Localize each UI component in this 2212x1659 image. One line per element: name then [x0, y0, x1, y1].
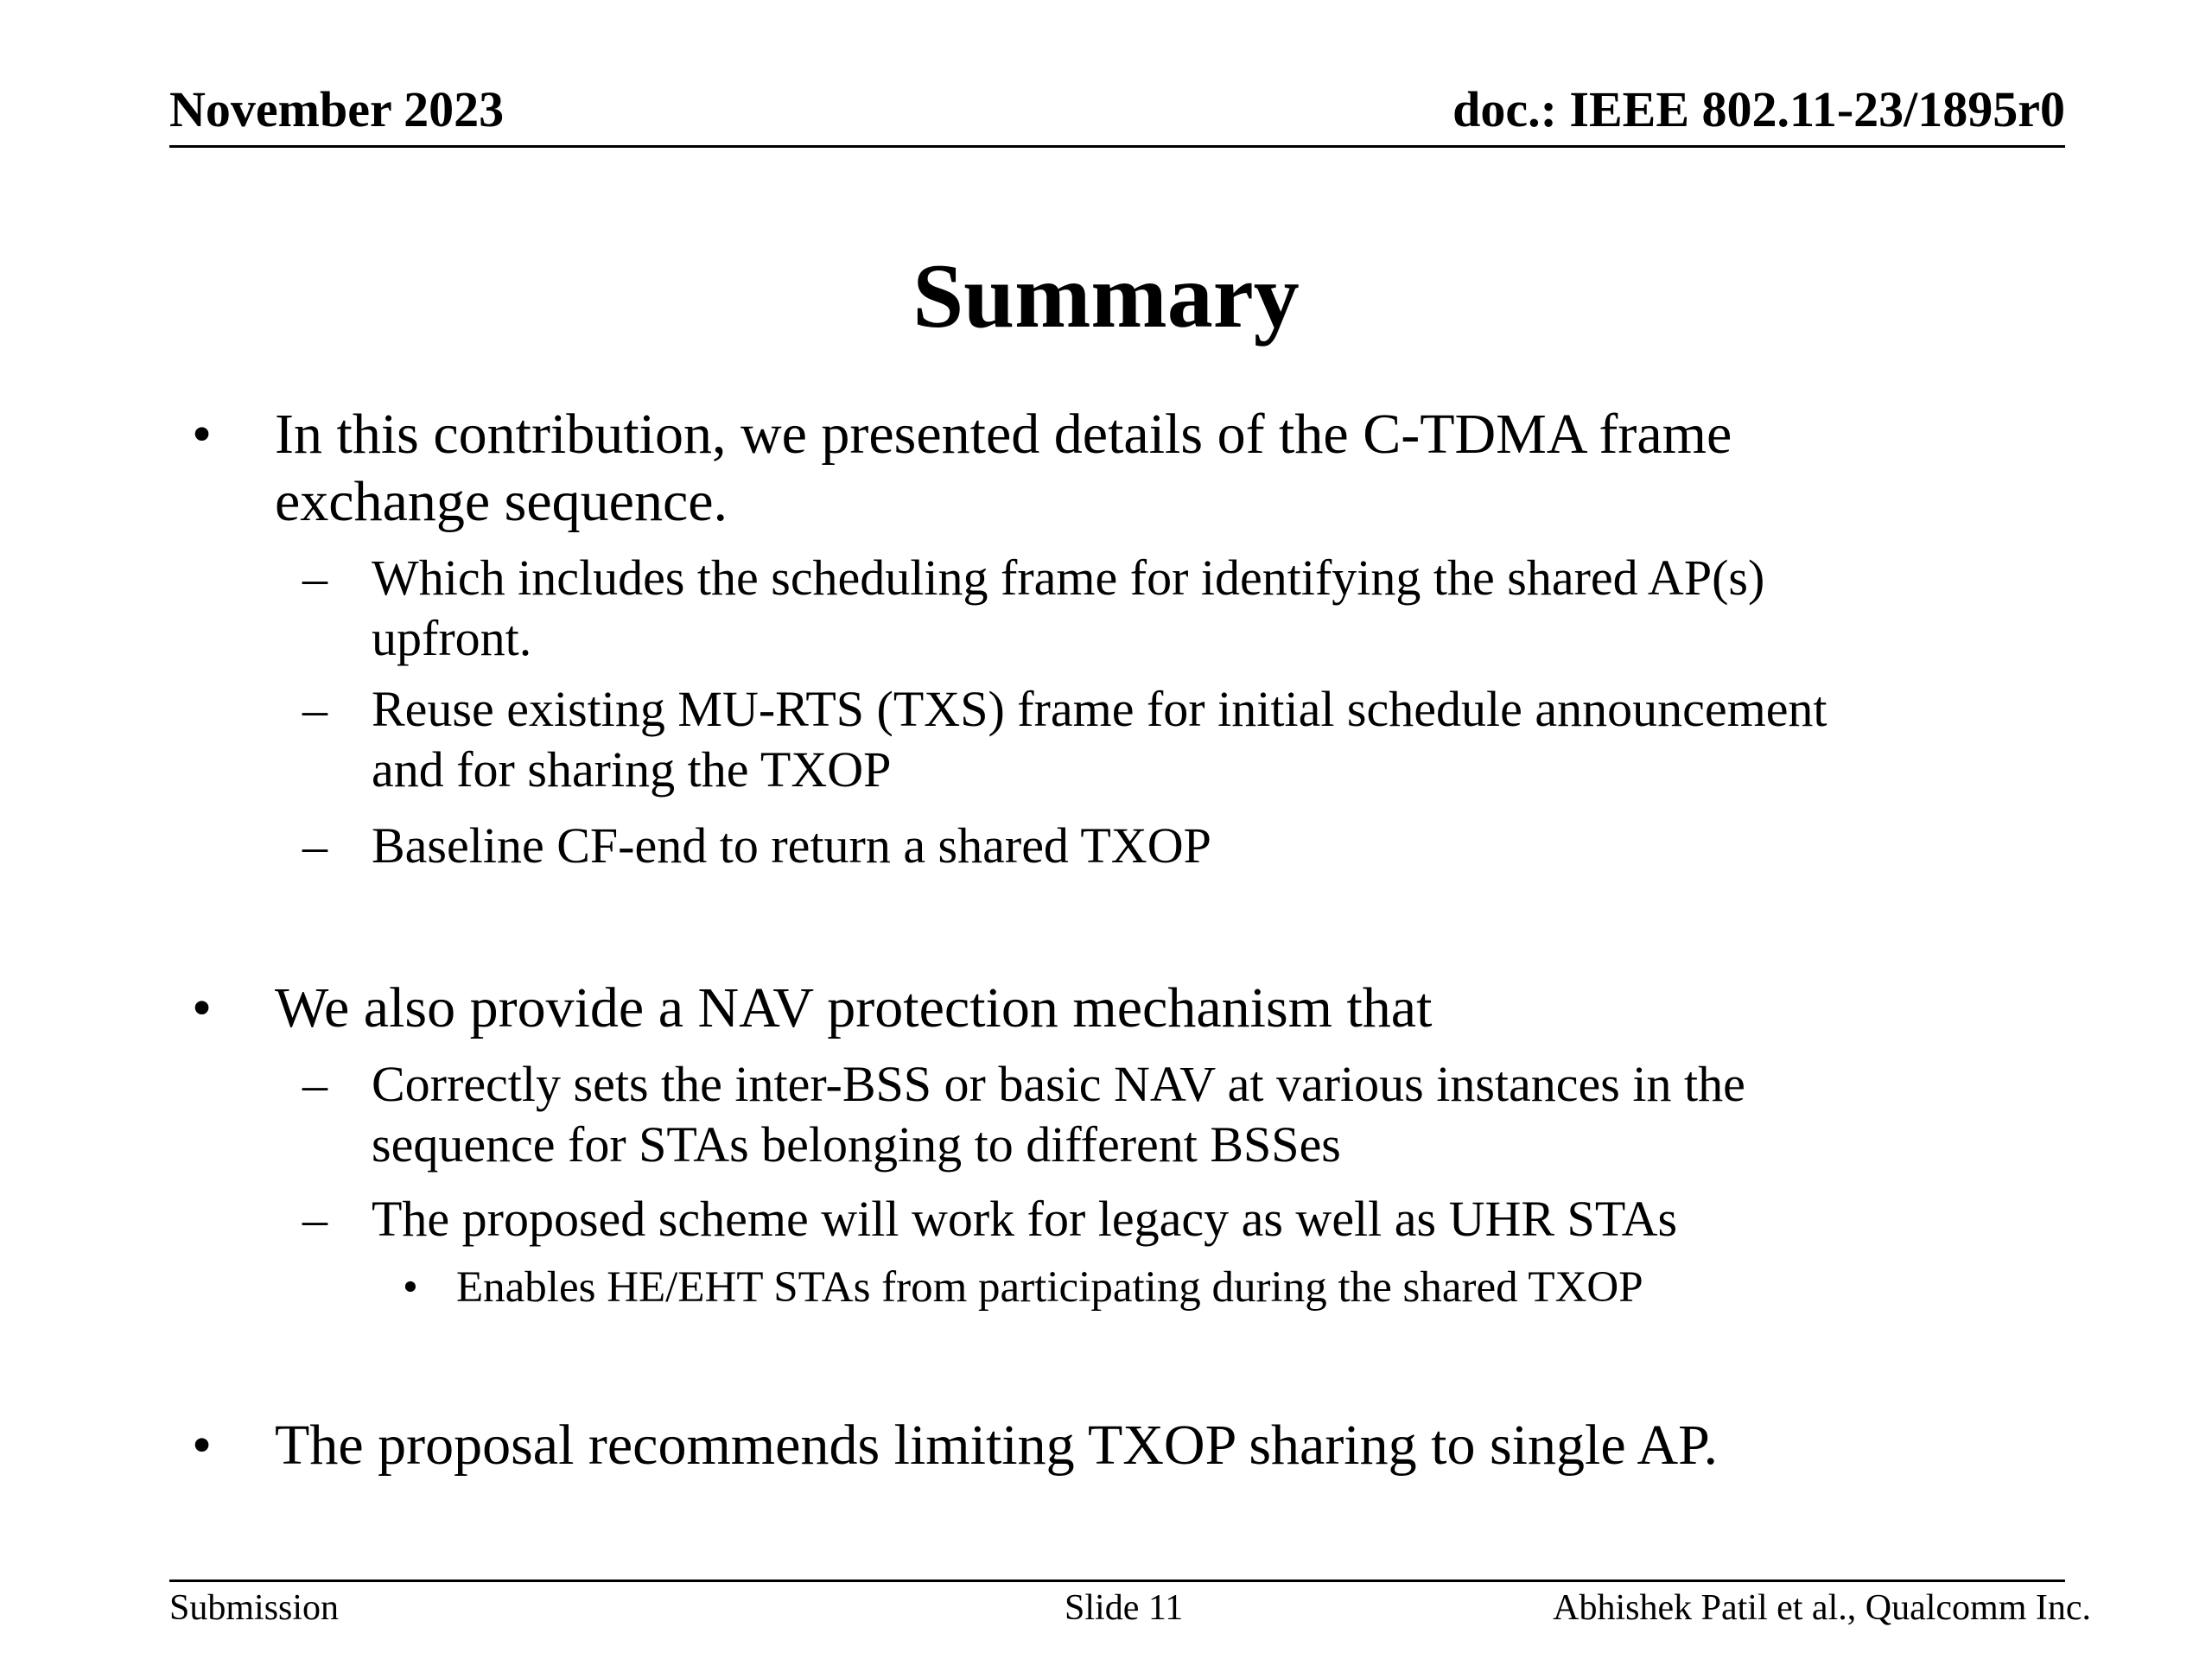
sub-bullet-text-line: and for sharing the TXOP — [372, 741, 892, 798]
sub-bullet-text-line: upfront. — [372, 610, 532, 666]
bullet-marker: • — [192, 976, 213, 1039]
footer-slide-number: Slide 11 — [1065, 1588, 1184, 1628]
sub-bullet-item — [302, 548, 1765, 669]
sub-bullet-item — [302, 816, 1211, 876]
footer-divider — [169, 1580, 2065, 1582]
sub-bullet-text-line: Which includes the scheduling frame for identifying the shared AP(s) — [372, 550, 1765, 606]
bullet-item — [192, 1412, 1719, 1479]
bullet-text-line: exchange sequence. — [275, 470, 728, 533]
dash-marker: – — [302, 1056, 327, 1112]
sub-bullet-text-line: The proposed scheme will work for legacy as well as UHR STAs — [372, 1191, 1678, 1247]
bullet-item — [192, 975, 1433, 1042]
sub-bullet-item — [302, 679, 1827, 800]
sub-bullet-item — [302, 1189, 1678, 1249]
bullet-marker: • — [192, 1414, 213, 1477]
sub-bullet-item — [302, 1054, 1745, 1175]
footer-author: Abhishek Patil et al., Qualcomm Inc. — [1553, 1588, 2091, 1628]
bullet-marker: • — [403, 1263, 418, 1312]
bullet-text-line: In this contribution, we presented details of the C-TDMA frame — [275, 403, 1732, 466]
sub-bullet-text-line: Baseline CF-end to return a shared TXOP — [372, 817, 1211, 874]
sub-bullet-text-line: Correctly sets the inter-BSS or basic NAV at various instances in the — [372, 1056, 1745, 1112]
footer-submission: Submission — [169, 1588, 340, 1628]
header-date: November 2023 — [169, 81, 505, 137]
dash-marker: – — [302, 681, 327, 737]
bullet-text-line: The proposal recommends limiting TXOP sharing to single AP. — [275, 1414, 1719, 1477]
sub-sub-bullet-text-line: Enables HE/EHT STAs from participating during the shared TXOP — [456, 1263, 1643, 1312]
dash-marker: – — [302, 550, 327, 606]
sub-bullet-text-line: Reuse existing MU-RTS (TXS) frame for initial schedule announcement — [372, 681, 1827, 737]
bullet-marker: • — [192, 403, 213, 466]
dash-marker: – — [302, 1191, 327, 1247]
sub-sub-bullet-item — [403, 1262, 1643, 1313]
sub-bullet-text-line: sequence for STAs belonging to different BSSes — [372, 1116, 1341, 1173]
slide-title: Summary — [912, 245, 1300, 346]
bullet-item — [192, 401, 1732, 536]
bullet-text-line: We also provide a NAV protection mechanism that — [275, 976, 1433, 1039]
dash-marker: – — [302, 817, 327, 874]
header-doc-id: doc.: IEEE 802.11-23/1895r0 — [1452, 81, 2065, 137]
header-divider — [169, 145, 2065, 148]
